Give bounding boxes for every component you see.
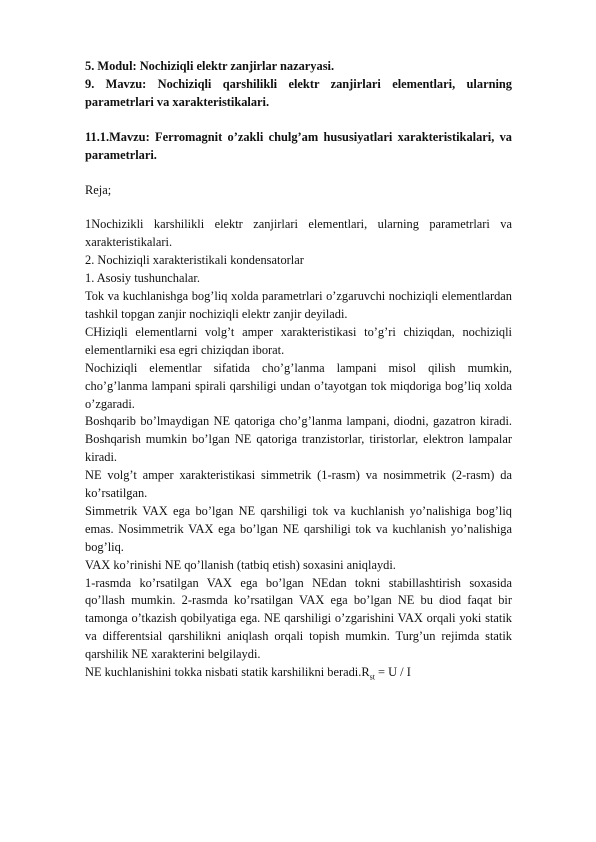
plan-item: 1Nochizikli karshilikli elektr zanjirlari elementlari, ularning parametrlari va xarakteristikalari. <box>85 217 512 250</box>
topic-heading-11: 11.1.Mavzu: Ferromagnit o’zakli chulg’am hususiyatlari xarakteristikalari, va parametrlari. <box>85 129 512 162</box>
document-body <box>85 58 512 682</box>
formula-subscript: st <box>369 672 375 682</box>
plan-label: Reja; <box>85 182 112 197</box>
paragraph: CHiziqli elementlarni volg’t amper xarakteristikasi to’g’ri chiziqdan, nochiziqli elementlarniki esa egri chiziqdan iborat. <box>85 324 512 357</box>
paragraph: Simmetrik VAX ega bo’lgan NE qarshiligi tok va kuchlanish yo’nalishiga bog’liq emas. Nosimmetrik VAX ega bo’lgan NE qarshiligi tok va kuchlanish yo’nalishiga bog’liq. <box>85 503 512 554</box>
module-heading: 5. Modul: Nochiziqli elektr zanjirlar nazaryasi. <box>85 59 335 73</box>
paragraph: Boshqarib bo’lmaydigan NE qatoriga cho’g’lanma lampani, diodni, gazatron kiradi. Boshqarish mumkin bo’lgan NE qatoriga tranzistorlar, tiristorlar, elektron lampalar kiradi. <box>85 414 512 465</box>
plan-item: 1. Asosiy tushunchalar. <box>85 271 200 286</box>
plan-item: 2. Nochiziqli xarakteristikali kondensatorlar <box>85 253 304 268</box>
formula-text: NE kuchlanishini tokka nisbati statik karshilikni beradi.R <box>85 665 370 680</box>
paragraph: Nochiziqli elementlar sifatida cho’g’lanma lampani misol qilish mumkin, cho’g’lanma lampani spirali qarshiligi undan o’tayotgan tok miqdoriga bog’liq xolda o’zgaradi. <box>85 360 512 411</box>
paragraph: NE volg’t amper xarakteristikasi simmetrik (1-rasm) va nosimmetrik (2-rasm) da ko’rsatilgan. <box>85 468 512 501</box>
paragraph: VAX ko’rinishi NE qo’llanish (tatbiq etish) soxasini aniqlaydi. <box>85 557 396 572</box>
paragraph: Tok va kuchlanishga bog’liq xolda parametrlari o’zgaruvchi nochiziqli elementlardan tashkil topgan zanjir nochiziqli elektr zanjir deyiladi. <box>85 289 512 321</box>
paragraph: 1-rasmda ko’rsatilgan VAX ega bo’lgan NEdan tokni stabillashtirish soxasida qo’llash mumkin. 2-rasmda ko’rsatilgan VAX ega bo’lgan NE bu diod faqat bir tamonga o’tkazish qobilyatiga ega. NE qarshiligi o’zgarishini VAX orqali yoki statik va differentsial qarshilikni aniqlash orqali topish mumkin. Turg’un rejimda statik qarshilik NE xarakterini belgilaydi. <box>85 575 512 662</box>
formula-line <box>85 664 512 682</box>
formula-expression: = U / I <box>374 665 411 680</box>
topic-heading-9: 9. Mavzu: Nochiziqli qarshilikli elektr zanjirlari elementlari, ularning parametrlari va xarakteristikalari. <box>85 76 512 109</box>
